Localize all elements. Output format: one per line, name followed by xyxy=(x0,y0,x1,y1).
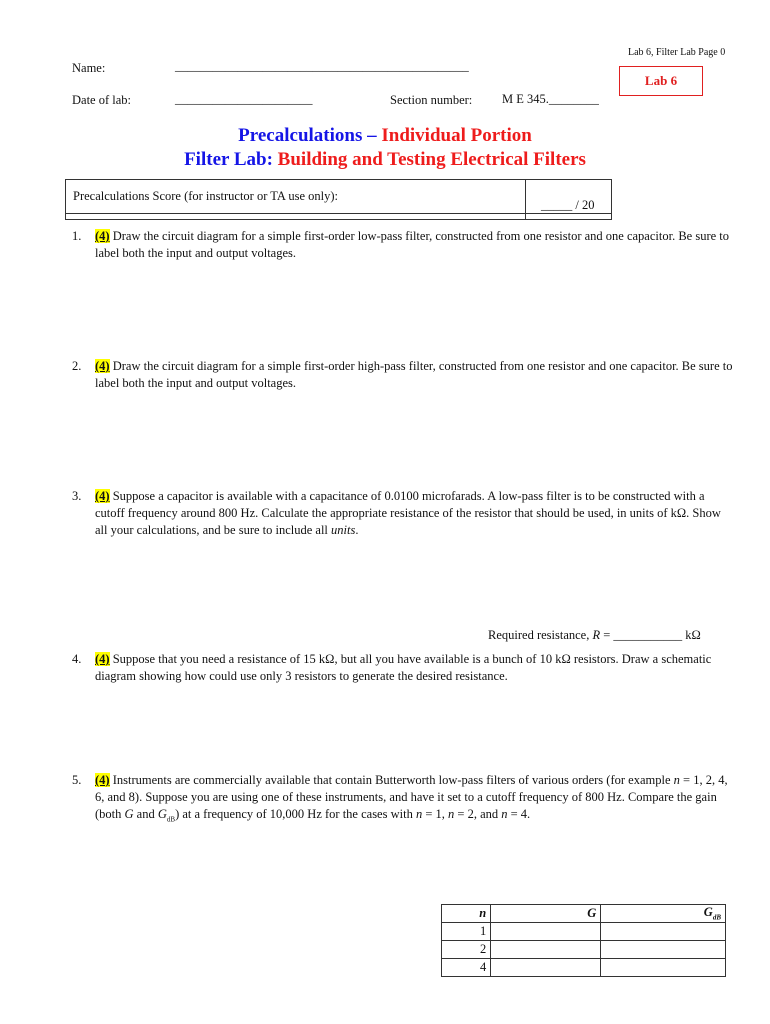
q5-var-n: n xyxy=(673,773,680,787)
title-individual-portion: Individual Portion xyxy=(381,125,532,146)
question-2 xyxy=(72,358,732,398)
question-4 xyxy=(72,651,732,691)
cell-n: 2 xyxy=(442,941,491,959)
question-5 xyxy=(72,772,732,842)
question-text xyxy=(95,772,735,829)
page-title-line1 xyxy=(0,125,770,147)
section-field[interactable]: M E 345.________ xyxy=(502,92,599,106)
points-badge: (4) xyxy=(95,359,110,373)
q5-var-gdb: G xyxy=(157,807,167,821)
q5-text-k: = 2, and xyxy=(454,807,502,821)
question-text xyxy=(95,488,735,539)
cell-gdb[interactable] xyxy=(601,941,726,959)
title-building-testing: Building and Testing Electrical Filters xyxy=(277,149,586,170)
name-field[interactable]: _______________________________________________ xyxy=(175,59,469,73)
q5-var-n: n xyxy=(501,807,508,821)
gdb-sub: dB xyxy=(712,913,721,922)
q5-text-m: = 4. xyxy=(507,807,531,821)
question-number: 4. xyxy=(72,652,82,666)
cell-g[interactable] xyxy=(491,959,601,977)
score-box xyxy=(65,179,612,220)
question-number: 3. xyxy=(72,489,82,503)
score-label: Precalculations Score (for instructor or TA use only): xyxy=(73,189,339,203)
gain-table xyxy=(441,904,726,977)
table-row xyxy=(442,959,726,977)
points-badge: (4) xyxy=(95,773,110,787)
question-body: Suppose a capacitor is available with a capacitance of 0.0100 microfarads. A low-pass filter is to be constructed with a cutoff frequency around 800 Hz. Calculate the appropriate resistance of the resistor that should be used, in units of kΩ. Show all your calculations, and be sure to include all xyxy=(95,489,721,537)
cell-g[interactable] xyxy=(491,941,601,959)
q5-text-c: = 1, 2, 4, 6, and 8). Suppose you are using one of these instruments, and have it set to a cutoff frequency of 800 Hz. Compare the gain (both xyxy=(95,773,728,821)
column-header-g: G xyxy=(491,905,601,923)
question-body: Draw the circuit diagram for a simple first-order low-pass filter, constructed from one resistor and one capacitor. Be sure to label both the input and output voltages. xyxy=(95,229,730,260)
required-resistance[interactable] xyxy=(488,627,701,644)
q5-text-g: ) at a frequency of 10,000 Hz for the cases with xyxy=(175,807,416,821)
question-number: 2. xyxy=(72,359,82,373)
name-label: Name: xyxy=(72,61,106,75)
question-number: 5. xyxy=(72,773,82,787)
points-badge: (4) xyxy=(95,489,110,503)
table-row xyxy=(442,923,726,941)
date-label: Date of lab: xyxy=(72,93,132,107)
table-row xyxy=(442,941,726,959)
required-resistance-label: Required resistance, xyxy=(488,628,593,642)
page-label: Lab 6, Filter Lab Page 0 xyxy=(628,47,726,58)
column-header-gdb xyxy=(601,905,726,923)
question-3 xyxy=(72,488,732,548)
title-filter-lab: Filter Lab: xyxy=(184,149,278,170)
required-resistance-blank: = ___________ kΩ xyxy=(600,628,701,642)
question-body: Draw the circuit diagram for a simple first-order high-pass filter, constructed from one resistor and one capacitor. Be sure to label both the input and output voltages. xyxy=(95,359,733,390)
q5-text-a: Instruments are commercially available that contain Butterworth low-pass filters of various orders (for example xyxy=(109,773,674,787)
cell-gdb[interactable] xyxy=(601,923,726,941)
points-badge: (4) xyxy=(95,229,110,243)
gdb-main: G xyxy=(703,905,713,920)
table-header-row xyxy=(442,905,726,923)
question-1 xyxy=(72,228,732,268)
q5-sub-db: dB xyxy=(166,815,176,824)
column-header-n: n xyxy=(442,905,491,923)
q5-text-i: = 1, xyxy=(422,807,449,821)
question-text xyxy=(95,358,735,392)
cell-gdb[interactable] xyxy=(601,959,726,977)
q5-var-n: n xyxy=(415,807,423,821)
q5-text-e: and xyxy=(133,807,158,821)
question-text xyxy=(95,651,735,685)
resistance-variable: R xyxy=(592,628,601,642)
question-body-end: . xyxy=(355,523,359,537)
date-field[interactable]: ______________________ xyxy=(175,92,313,106)
score-value[interactable]: _____ / 20 xyxy=(541,198,595,212)
question-number: 1. xyxy=(72,229,82,243)
cell-g[interactable] xyxy=(491,923,601,941)
cell-n: 1 xyxy=(442,923,491,941)
q5-var-g: G xyxy=(124,807,134,821)
lab-badge: Lab 6 xyxy=(619,66,703,96)
question-text xyxy=(95,228,735,262)
q5-var-n: n xyxy=(448,807,455,821)
score-bottom-rule xyxy=(66,213,611,214)
section-label: Section number: xyxy=(390,93,473,107)
title-precalculations: Precalculations – xyxy=(238,125,382,146)
cell-n: 4 xyxy=(442,959,491,977)
units-word: units xyxy=(331,523,356,537)
points-badge: (4) xyxy=(95,652,110,666)
page-title-line2 xyxy=(0,149,770,171)
question-body: Suppose that you need a resistance of 15 kΩ, but all you have available is a bunch of 10 kΩ resistors. Draw a schematic diagram showing how could use only 3 resistors to generate the desired resistance. xyxy=(95,652,712,683)
